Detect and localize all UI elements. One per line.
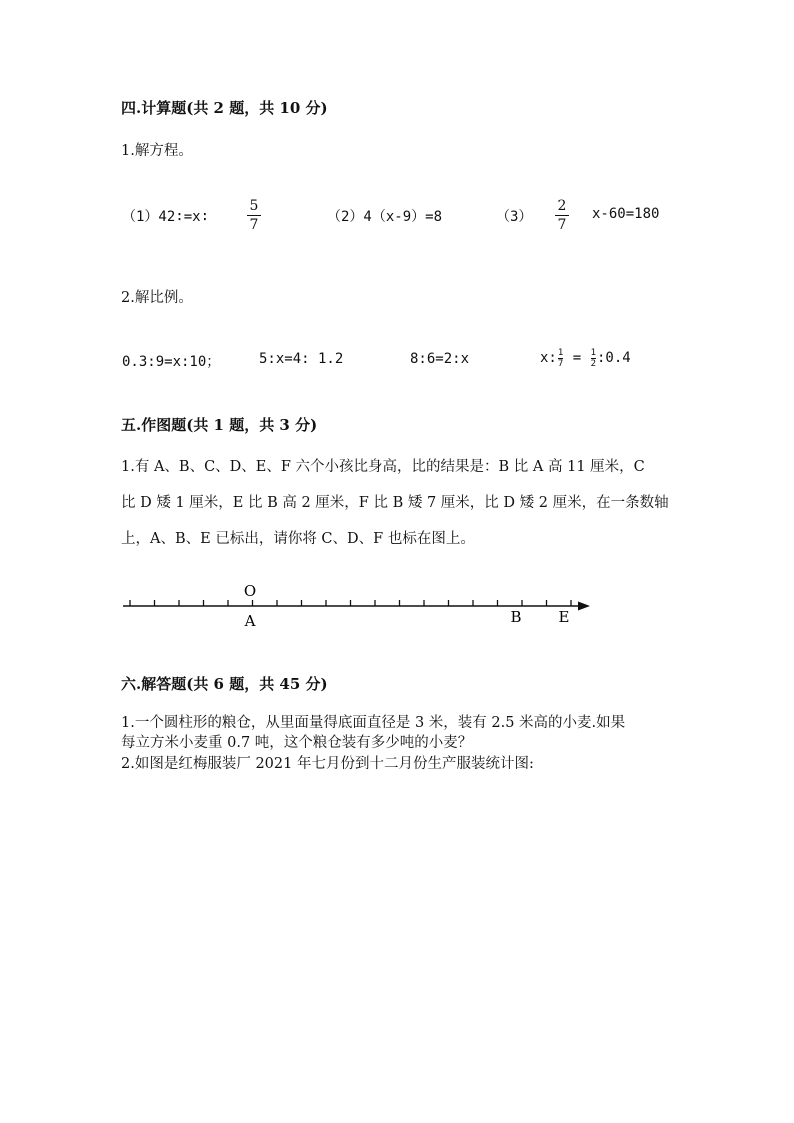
equation-1-fraction <box>247 198 261 233</box>
q6-2: 2.如图是红梅服装厂 2021 年七月份到十二月份生产服装统计图: <box>121 756 534 772</box>
proportion-4-fraction-1 <box>558 348 563 369</box>
proportion-3: 8:6=2:x <box>410 351 470 367</box>
origin-label: O <box>243 582 257 600</box>
equation-3-prefix: （3） <box>496 209 533 225</box>
fraction-bar <box>555 215 569 216</box>
equation-3-fraction <box>555 198 569 233</box>
fraction-denominator: 7 <box>557 358 564 369</box>
fraction-numerator: 5 <box>249 198 259 214</box>
point-b-label: B <box>510 608 522 626</box>
q4-2-label: 2.解比例。 <box>121 290 193 306</box>
proportion-4-fraction-2 <box>591 348 596 369</box>
number-line-ticks <box>130 600 571 606</box>
proportion-4-part-b: = <box>564 350 590 366</box>
section-4-heading: 四.计算题(共 2 题，共 10 分) <box>121 99 328 117</box>
fraction-denominator: 7 <box>249 217 259 233</box>
proportion-4-part-c: :0.4 <box>597 350 631 366</box>
section-5-heading: 五.作图题(共 1 题，共 3 分) <box>121 416 318 434</box>
q5-1-line-1: 1.有 A、B、C、D、E、F 六个小孩比身高，比的结果是：B 比 A 高 11 厘米，C <box>121 459 645 475</box>
fraction-denominator: 7 <box>557 217 567 233</box>
fraction-bar <box>247 215 261 216</box>
fraction-numerator: 1 <box>557 347 564 358</box>
proportion-2: 5:x=4: 1.2 <box>259 351 344 367</box>
equation-1-prefix: （1）42∶=x∶ <box>122 209 210 225</box>
proportion-1: 0.3:9=x:10； <box>122 354 221 370</box>
point-a-label: A <box>244 612 256 630</box>
proportion-4-part-a: x: <box>540 350 557 366</box>
q4-1-label: 1.解方程。 <box>121 143 193 159</box>
fraction-numerator: 2 <box>557 198 567 214</box>
number-line <box>0 575 794 635</box>
q5-1-line-3: 上，A、B、E 已标出，请你将 C、D、F 也标在图上。 <box>121 531 475 547</box>
fraction-numerator: 1 <box>590 347 596 358</box>
number-line-arrow <box>578 602 590 611</box>
point-e-label: E <box>558 608 570 626</box>
q5-1-line-2: 比 D 矮 1 厘米，E 比 B 高 2 厘米，F 比 B 矮 7 厘米，比 D 矮 2 厘米，在一条数轴 <box>121 495 669 511</box>
equation-3-suffix: x-60=180 <box>592 206 660 222</box>
fraction-denominator: 2 <box>590 358 596 369</box>
section-6-heading: 六.解答题(共 6 题，共 45 分) <box>121 675 328 693</box>
q6-1-line-2: 每立方米小麦重 0.7 吨，这个粮仓装有多少吨的小麦？ <box>121 735 473 751</box>
equation-2: （2）4（x-9）=8 <box>327 209 443 225</box>
proportion-4 <box>540 344 631 372</box>
q6-1-line-1: 1.一个圆柱形的粮仓，从里面量得底面直径是 3 米，装有 2.5 米高的小麦.如果 <box>121 715 626 731</box>
